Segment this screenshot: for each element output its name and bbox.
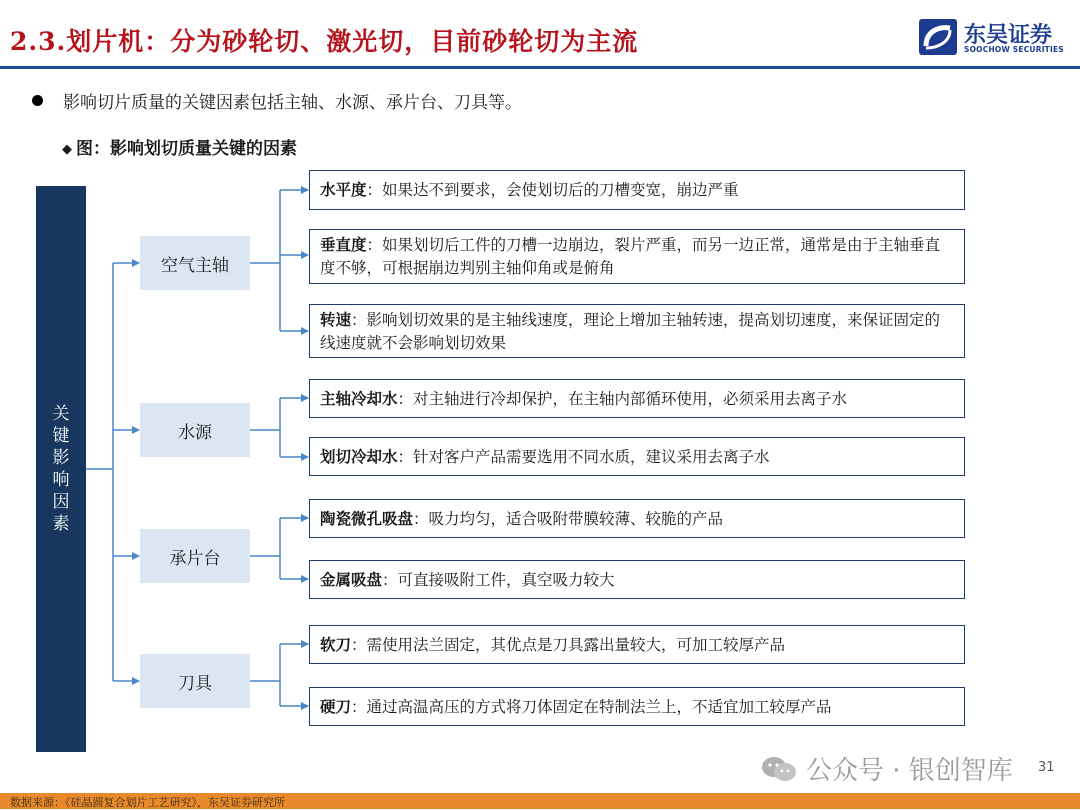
watermark [760, 750, 1013, 787]
detail-term: 软刀 [320, 634, 352, 654]
detail-metal-chuck [309, 560, 965, 599]
detail-term: 主轴冷却水 [320, 388, 398, 408]
detail-term: 水平度 [320, 180, 367, 199]
detail-spindle-coolant [309, 379, 965, 418]
detail-term: 划切冷却水 [320, 446, 398, 466]
detail-text: ：需使用法兰固定，其优点是刀具露出量较大，可加工较厚产品 [351, 635, 786, 654]
detail-text: ：影响划切效果的是主轴线速度，理论上增加主轴转速，提高划切速度，来保证固定的线速度就不会影响划切效果 [320, 310, 941, 352]
category-water: 水源 [140, 403, 250, 457]
detail-rotation-speed [309, 304, 965, 358]
detail-cutting-coolant [309, 437, 965, 476]
detail-term: 转速 [320, 309, 352, 329]
category-blade: 刀具 [140, 654, 250, 708]
data-source: 数据来源：《硅晶圆复合划片工艺研究》，东吴证券研究所 [10, 796, 285, 809]
detail-verticality [309, 229, 965, 284]
detail-ceramic-chuck [309, 499, 965, 538]
detail-text: ：针对客户产品需要选用不同水质，建议采用去离子水 [397, 447, 770, 466]
watermark-text: 公众号 · 银创智库 [806, 756, 1013, 786]
page-title: 2.3.划片机：分为砂轮切、激光切，目前砂轮切为主流 [10, 27, 639, 56]
detail-term: 硬刀 [320, 696, 352, 716]
page-number: 31 [1038, 760, 1055, 775]
bullet-text: 影响切片质量的关键因素包括主轴、水源、承片台、刀具等。 [63, 93, 522, 113]
detail-text: ：吸力均匀，适合吸附带膜较薄、较脆的产品 [413, 509, 724, 528]
category-spindle: 空气主轴 [140, 236, 250, 290]
figure-title-text: 图：影响划切质量关键的因素 [76, 139, 297, 159]
detail-hard-blade [309, 687, 965, 726]
detail-term: 金属吸盘 [320, 569, 383, 589]
detail-text: ：如果达不到要求，会使划切后的刀槽变宽，崩边严重 [366, 181, 739, 199]
diamond-icon: ◆ [62, 142, 72, 157]
detail-term: 陶瓷微孔吸盘 [320, 508, 414, 528]
category-chuck: 承片台 [140, 529, 250, 583]
wechat-icon [760, 755, 798, 783]
logo-subtext: SOOCHOW SECURITIES [964, 45, 1064, 54]
logo-text: 东吴证券 [964, 23, 1053, 48]
detail-term: 垂直度 [320, 235, 367, 254]
root-node [36, 186, 86, 752]
detail-text: ：如果划切后工件的刀槽一边崩边，裂片严重，而另一边正常，通常是由于主轴垂直度不够，可根据崩边判别主轴仰角或是俯角 [320, 236, 941, 277]
detail-text: ：可直接吸附工件，真空吸力较大 [382, 570, 615, 589]
detail-levelness [309, 170, 965, 210]
root-node-label: 关键影响因素 [52, 404, 70, 534]
detail-soft-blade [309, 625, 965, 664]
detail-text: ：通过高温高压的方式将刀体固定在特制法兰上，不适宜加工较厚产品 [351, 697, 832, 716]
detail-text: ：对主轴进行冷却保护，在主轴内部循环使用，必须采用去离子水 [397, 389, 848, 408]
